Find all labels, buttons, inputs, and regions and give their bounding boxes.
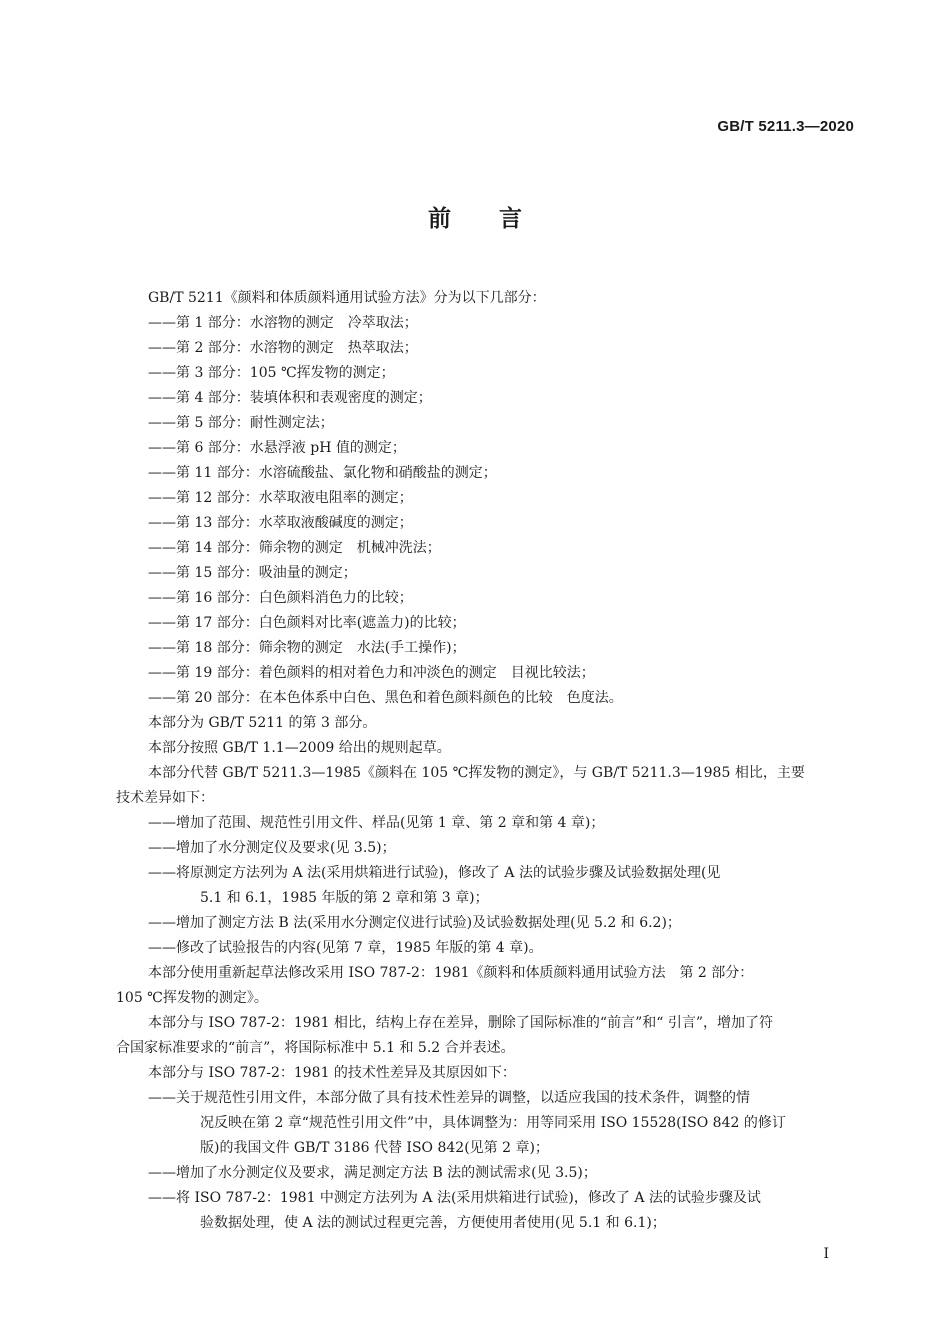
list-item: ——第 17 部分：白色颜料对比率(遮盖力)的比较； [148, 615, 466, 631]
page-title: 前言 [428, 205, 570, 232]
part-of-paragraph: 本部分为 GB/T 5211 的第 3 部分。 [148, 715, 377, 731]
list-item: ——第 11 部分：水溶硫酸盐、氯化物和硝酸盐的测定； [148, 465, 497, 481]
structure-paragraph-line-1: 本部分与 ISO 787-2：1981 相比，结构上存在差异，删除了国际标准的“前言”和“ 引言”，增加了符 [148, 1015, 774, 1031]
foreword-body [116, 286, 858, 1236]
list-item: ——将原测定方法列为 A 法(采用烘箱进行试验)，修改了 A 法的试验步骤及试验数据处理(见 [148, 865, 721, 881]
diffs-list [116, 1086, 858, 1236]
list-item: ——增加了测定方法 B 法(采用水分测定仪进行试验)及试验数据处理(见 5.2 和 6.2)； [148, 915, 681, 931]
structure-paragraph-line-2: 合国家标准要求的“前言”，将国际标准中 5.1 和 5.2 合并表述。 [116, 1040, 515, 1056]
list-item: ——第 3 部分：105 ℃挥发物的测定； [148, 365, 395, 381]
intro-paragraph: GB/T 5211《颜料和体质颜料通用试验方法》分为以下几部分： [148, 290, 546, 306]
list-item-continuation: 验数据处理，使 A 法的测试过程更完善，方便使用者使用(见 5.1 和 6.1)； [200, 1215, 666, 1231]
list-item: ——第 19 部分：着色颜料的相对着色力和冲淡色的测定 目视比较法； [148, 665, 595, 681]
list-item: ——增加了范围、规范性引用文件、样品(见第 1 章、第 2 章和第 4 章)； [148, 815, 605, 831]
list-item: ——第 18 部分：筛余物的测定 水法(手工操作)； [148, 640, 466, 656]
list-item-continuation: 况反映在第 2 章“规范性引用文件”中，具体调整为：用等同采用 ISO 15528(ISO 842 的修订 [200, 1115, 786, 1131]
list-item: ——第 14 部分：筛余物的测定 机械冲洗法； [148, 540, 441, 556]
list-item: ——第 15 部分：吸油量的测定； [148, 565, 357, 581]
list-item: ——第 1 部分：水溶物的测定 冷萃取法； [148, 315, 418, 331]
list-item: ——增加了水分测定仪及要求，满足测定方法 B 法的测试需求(见 3.5)； [148, 1165, 597, 1181]
list-item: ——第 16 部分：白色颜料消色力的比较； [148, 590, 413, 606]
changes-list [116, 811, 858, 961]
list-item-continuation: 版)的我国文件 GB/T 3186 代替 ISO 842(见第 2 章)； [200, 1140, 549, 1156]
list-item: ——第 5 部分：耐性测定法； [148, 415, 334, 431]
drafting-paragraph: 本部分按照 GB/T 1.1—2009 给出的规则起草。 [148, 740, 451, 756]
page-number: I [823, 1246, 829, 1262]
iso-paragraph-line-2: 105 ℃挥发物的测定》。 [116, 990, 268, 1006]
standard-code: GB/T 5211.3—2020 [717, 118, 854, 135]
list-item: ——第 2 部分：水溶物的测定 热萃取法； [148, 340, 418, 356]
list-item: ——第 6 部分：水悬浮液 pH 值的测定； [148, 440, 406, 456]
list-item: ——关于规范性引用文件，本部分做了具有技术性差异的调整，以适应我国的技术条件，调整的情 [148, 1090, 750, 1106]
list-item-continuation: 5.1 和 6.1，1985 年版的第 2 章和第 3 章)； [200, 890, 489, 906]
parts-list [116, 311, 858, 711]
list-item: ——修改了试验报告的内容(见第 7 章，1985 年版的第 4 章)。 [148, 940, 543, 956]
list-item: ——增加了水分测定仪及要求(见 3.5)； [148, 840, 396, 856]
technical-diff-paragraph: 本部分与 ISO 787-2：1981 的技术性差异及其原因如下： [148, 1065, 516, 1081]
iso-paragraph-line-1: 本部分使用重新起草法修改采用 ISO 787-2：1981《颜料和体质颜料通用试验方法 第 2 部分： [148, 965, 754, 981]
list-item: ——第 20 部分：在本色体系中白色、黑色和着色颜料颜色的比较 色度法。 [148, 690, 623, 706]
list-item: ——将 ISO 787-2：1981 中测定方法列为 A 法(采用烘箱进行试验)，修改了 A 法的试验步骤及试 [148, 1190, 761, 1206]
list-item: ——第 12 部分：水萃取液电阻率的测定； [148, 490, 413, 506]
list-item: ——第 13 部分：水萃取液酸碱度的测定； [148, 515, 413, 531]
replaces-paragraph-line-2: 技术差异如下： [116, 790, 214, 806]
replaces-paragraph-line-1: 本部分代替 GB/T 5211.3—1985《颜料在 105 ℃挥发物的测定》，与 GB/T 5211.3—1985 相比，主要 [148, 765, 805, 781]
list-item: ——第 4 部分：装填体积和表观密度的测定； [148, 390, 432, 406]
